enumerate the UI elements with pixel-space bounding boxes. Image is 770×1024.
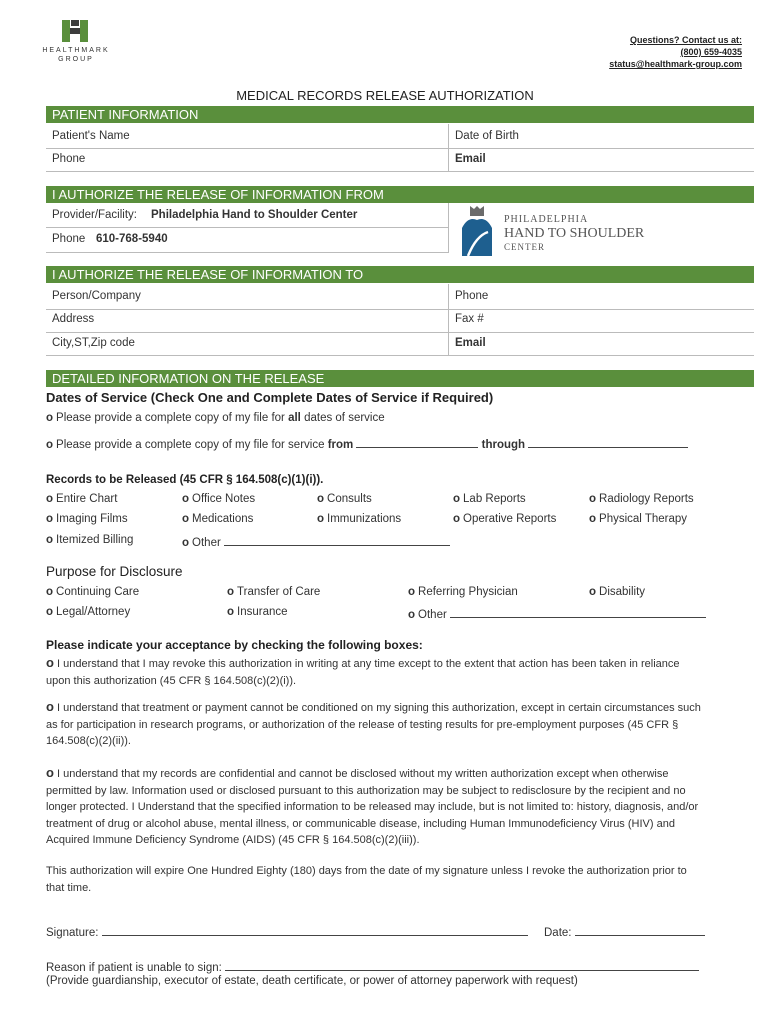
reason-label: Reason if patient is unable to sign: (46, 962, 222, 974)
radio-icon[interactable]: o (46, 534, 54, 546)
provider-label: Provider/Facility: (52, 209, 137, 221)
phsc-logo (456, 206, 652, 258)
phsc-logo-line2: HAND TO SHOULDER (504, 226, 645, 241)
patient-email-label: Email (455, 153, 486, 165)
purpose-option[interactable] (46, 586, 139, 598)
reason-row (46, 959, 699, 974)
signature-label: Signature: (46, 927, 99, 939)
radio-icon[interactable]: o (46, 765, 54, 780)
signature-row (46, 924, 528, 939)
record-label: Other (192, 537, 221, 549)
purpose-option[interactable] (408, 586, 518, 598)
divider (46, 252, 448, 253)
radio-icon[interactable]: o (46, 493, 54, 505)
date-row (544, 924, 705, 939)
dob-label: Date of Birth (455, 130, 519, 142)
purpose-option[interactable] (227, 586, 320, 598)
purpose-other-field[interactable] (450, 606, 706, 618)
record-label: Entire Chart (56, 493, 118, 505)
to-phone-label: Phone (455, 290, 489, 302)
radio-icon[interactable]: o (408, 586, 416, 598)
release-to-heading: I AUTHORIZE THE RELEASE OF INFORMATION TO (46, 266, 754, 283)
address-label: Address (52, 313, 95, 325)
logo-name: HEALTHMARK (42, 47, 110, 54)
radio-icon[interactable]: o (589, 513, 597, 525)
contact-phone[interactable]: (800) 659-4035 (680, 47, 742, 57)
radio-icon[interactable]: o (227, 606, 235, 618)
divider (46, 332, 754, 333)
radio-icon[interactable]: o (46, 655, 54, 670)
from-phone-value[interactable]: 610-768-5940 (96, 233, 168, 245)
city-label: City,ST,Zip code (52, 337, 135, 349)
purpose-label: Insurance (237, 606, 288, 618)
signature-field[interactable] (102, 924, 528, 936)
record-option[interactable] (46, 493, 117, 505)
record-option[interactable] (453, 493, 526, 505)
dates-range-option[interactable] (46, 436, 688, 451)
record-option[interactable] (182, 513, 253, 525)
purpose-option[interactable] (589, 586, 645, 598)
purpose-label: Legal/Attorney (56, 606, 131, 618)
healthmark-logo-icon (62, 20, 88, 42)
purpose-option-other[interactable] (408, 606, 706, 621)
radio-icon[interactable]: o (408, 609, 416, 621)
radio-icon[interactable]: o (589, 493, 597, 505)
page-title: MEDICAL RECORDS RELEASE AUTHORIZATION (236, 88, 534, 103)
contact-label: Questions? Contact us at: (629, 35, 742, 45)
reason-note: (Provide guardianship, executor of estate, death certificate, or power of attorney paperwork with request) (46, 975, 578, 987)
acceptance-item-1[interactable] (46, 655, 706, 689)
patient-phone-label: Phone (52, 153, 86, 165)
purpose-label: Other (418, 609, 447, 621)
radio-icon[interactable]: o (46, 412, 54, 424)
purpose-heading: Purpose for Disclosure (46, 564, 183, 579)
to-email-label: Email (455, 337, 486, 349)
radio-icon[interactable]: o (453, 493, 461, 505)
radio-icon[interactable]: o (46, 513, 54, 525)
record-label: Lab Reports (463, 493, 526, 505)
record-label: Medications (192, 513, 254, 525)
record-option[interactable] (46, 513, 128, 525)
provider-value[interactable]: Philadelphia Hand to Shoulder Center (151, 209, 358, 221)
reason-field[interactable] (225, 959, 699, 971)
from-phone-label: Phone (52, 233, 86, 245)
expiration-text: This authorization will expire One Hundred Eighty (180) days from the date of my signature unless I revoke the authorization prior to that time. (46, 865, 687, 894)
dates-all-option[interactable] (46, 412, 385, 424)
radio-icon[interactable]: o (182, 513, 190, 525)
date-field[interactable] (575, 924, 705, 936)
patient-info-heading: PATIENT INFORMATION (46, 106, 754, 123)
radio-icon[interactable]: o (182, 537, 190, 549)
record-label: Physical Therapy (599, 513, 688, 525)
phsc-logo-line1: PHILADELPHIA (504, 214, 589, 225)
opt-all-post: dates of service (304, 412, 385, 424)
record-label: Radiology Reports (599, 493, 694, 505)
opt-range-through: through (481, 439, 526, 451)
record-label: Immunizations (327, 513, 402, 525)
purpose-option[interactable] (46, 606, 130, 618)
opt-all-bold: all (288, 412, 301, 424)
phsc-logo-icon (458, 206, 496, 258)
acceptance-text-3: I understand that my records are confidential and cannot be disclosed without my written authorization except when otherwise permitted by law. Information used or disclosed pursuant to this authorization may be subject to redisclosure by the recipient and no longer protected. I Understand that the specified information to be released may include, but is not limited to: history, diagnosis, and/or treatment of drug or alcohol abuse, mental illness, or communicable disease, including Human Immunodeficiency Virus (HIV) and Acquired Immune Deficiency Syndrome (AIDS) (45 CFR § 164.508(c)(2)(iii)). (46, 768, 699, 846)
radio-icon[interactable]: o (46, 439, 54, 451)
acceptance-item-3[interactable] (46, 765, 706, 849)
record-option[interactable] (589, 493, 694, 505)
divider (448, 284, 449, 356)
record-option[interactable] (453, 513, 556, 525)
date-label: Date: (544, 927, 572, 939)
record-option[interactable] (182, 493, 255, 505)
divider (46, 355, 754, 356)
detail-heading: DETAILED INFORMATION ON THE RELEASE (46, 370, 754, 387)
purpose-label: Disability (599, 586, 646, 598)
divider (46, 227, 448, 228)
record-label: Consults (327, 493, 372, 505)
phsc-logo-line3: CENTER (504, 242, 545, 252)
acceptance-text-2: I understand that treatment or payment cannot be conditioned on my signing this authorization, except in certain circumstances such as for participation in research programs, or authorization of the release of testing results for pre-employment purposes (45 CFR § 164.508(c)(2)(ii)). (46, 702, 701, 747)
opt-range-from: from (327, 439, 354, 451)
healthmark-logo-text (28, 46, 124, 64)
divider (46, 309, 754, 310)
patient-name-label: Patient's Name (52, 130, 130, 142)
radio-icon[interactable]: o (182, 493, 190, 505)
divider (46, 171, 754, 172)
record-label: Operative Reports (463, 513, 557, 525)
records-heading: Records to be Released (45 CFR § 164.508(c)(1)(i)). (46, 474, 324, 486)
radio-icon[interactable]: o (317, 493, 325, 505)
purpose-option[interactable] (227, 606, 288, 618)
person-company-label: Person/Company (52, 290, 141, 302)
divider (46, 148, 754, 149)
divider (448, 203, 449, 253)
radio-icon[interactable]: o (317, 513, 325, 525)
record-option[interactable] (317, 513, 401, 525)
opt-range-pre: Please provide a complete copy of my file for service (56, 439, 325, 451)
divider (448, 124, 449, 172)
purpose-label: Transfer of Care (237, 586, 321, 598)
logo-sub: GROUP (58, 56, 94, 63)
record-option[interactable] (317, 493, 372, 505)
contact-email[interactable]: status@healthmark-group.com (609, 59, 742, 69)
fax-label: Fax # (455, 313, 484, 325)
radio-icon[interactable]: o (227, 586, 235, 598)
radio-icon[interactable]: o (46, 586, 54, 598)
dates-heading: Dates of Service (Check One and Complete Dates of Service if Required) (46, 390, 494, 405)
contact-block (609, 34, 742, 70)
record-option-other[interactable] (182, 534, 450, 549)
from-date-field[interactable] (356, 436, 478, 448)
release-from-heading: I AUTHORIZE THE RELEASE OF INFORMATION FROM (46, 186, 754, 203)
acceptance-item-2[interactable] (46, 699, 706, 750)
record-option[interactable] (46, 534, 133, 546)
acceptance-heading: Please indicate your acceptance by checking the following boxes: (46, 638, 423, 652)
radio-icon[interactable]: o (46, 606, 54, 618)
radio-icon[interactable]: o (589, 586, 597, 598)
purpose-label: Continuing Care (56, 586, 140, 598)
purpose-label: Referring Physician (418, 586, 518, 598)
record-label: Itemized Billing (56, 534, 134, 546)
record-other-field[interactable] (224, 534, 450, 546)
radio-icon[interactable]: o (46, 699, 54, 714)
acceptance-text-1: I understand that I may revoke this authorization in writing at any time except to the extent that action has been taken in reliance upon this authorization (45 CFR § 164.508(c)(2)(i)). (46, 658, 680, 687)
record-option[interactable] (589, 513, 687, 525)
record-label: Imaging Films (56, 513, 128, 525)
opt-all-pre: Please provide a complete copy of my file for (56, 412, 285, 424)
record-label: Office Notes (192, 493, 256, 505)
radio-icon[interactable]: o (453, 513, 461, 525)
through-date-field[interactable] (528, 436, 688, 448)
